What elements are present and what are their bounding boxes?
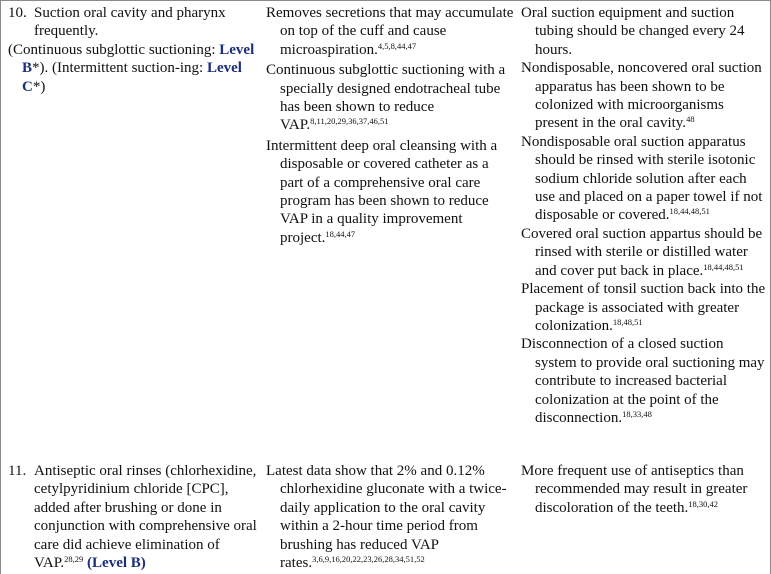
row-10-recommendation [8,4,260,96]
evidence-level-c: Level C [22,60,242,95]
evidence-level-b: Level B [22,41,255,77]
recommendation-item [8,4,260,41]
evidence-note: (Continuous subglottic suctioning: Level B*). (Intermittent suction-ing: Level C*) [8,41,255,95]
recommendation-item: 11. Antiseptic oral rinses (chlorhexidine, cetylpyridinium chloride [CPC], added after brushing or done in conjunction with comprehensive oral care did achieve elimination of VAP.$^{28,29}$ (Level B) [8,463,257,572]
item-number: 10. [8,5,27,21]
evidence-level-b: Level B [92,555,141,572]
consideration-entry: Nondisposable oral suction apparatus should be rinsed with sterile isotonic sodium chloride solution after each use and placed on a paper towel if not disposable or covered.$^{18,44,48,51}$ [521,133,763,224]
consideration-entry: Disconnection of a closed suction system to provide oral suctioning may contribute to increased bacterial colonization at the point of the disconnection.$^{18,33,48}$ [521,336,765,426]
rationale-entry: Removes secretions that may accumulate on top of the cuff and cause microaspiration.$^{4,5,8,44,47}$ [266,5,514,58]
item-title: Antiseptic oral rinses (chlorhexidine, cetylpyridinium chloride [CPC], added after brushing or done in conjunction with comprehensive oral care did achieve elimination of VAP. [34,463,257,572]
row-11-considerations [521,462,767,517]
row-11-rationale [266,462,514,572]
rationale-entry: Intermittent deep oral cleansing with a disposable or covered catheter as a part of a comprehensive oral care program has been shown to reduce VAP in a quality improvement project.$^{18,44,47}$ [266,137,498,246]
consideration-entry: More frequent use of antiseptics than recommended may result in greater discoloration of the teeth.$^{18,30,42}$ [521,463,748,516]
item-title: Suction oral cavity and pharynx frequently. [34,5,226,40]
consideration-entry: Covered oral suction appartus should be rinsed with sterile or distilled water and cover put back in place.$^{18,44,48,51}$ [521,225,763,279]
consideration-entry: Oral suction equipment and suction tubing should be changed every 24 hours. [521,5,745,58]
consideration-entry: Nondisposable, noncovered oral suction apparatus has been shown to be colonized with microorganisms present in the oral cavity.$^{48}$ [521,60,762,132]
row-11-recommendation [8,462,260,572]
item-number: 11. [8,463,27,479]
row-10-rationale [266,4,514,247]
row-10-considerations [521,4,767,427]
rationale-entry: Latest data show that 2% and 0.12% chlorhexidine gluconate with a twice-daily application to the oral cavity within a 2-hour time period from brushing has reduced VAP rates.$^{3,6,9,16,20,22,23,26,28,34,51,52}$ [266,463,507,572]
rationale-entry: Continuous subglottic suctioning with a specially designed endotracheal tube has been shown to reduce VAP.$^{8,11,20,29,36,37,46,51}$ [266,62,506,134]
consideration-entry: Placement of tonsil suction back into the package is associated with greater colonization.$^{18,48,51}$ [521,281,766,334]
